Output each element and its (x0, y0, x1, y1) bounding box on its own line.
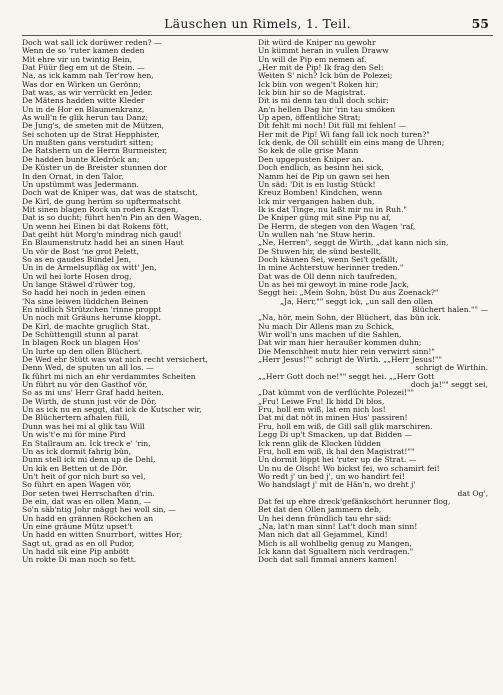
text-line: Ik führt mi nich an ehr verdammtes Scheiten (22, 372, 196, 381)
text-line: „Na, hör, mein Sohn, der Blüchert, das bün ick. (258, 314, 441, 323)
text-line: Wenn de so 'ruter kamen deden (22, 47, 145, 56)
text-line: Un führt nu vör den Gasthof vör, (22, 381, 148, 390)
running-header (22, 14, 493, 34)
text-line: Un lange Stäwel d'rüwer tog, (22, 280, 136, 289)
text-line: Ick denk, de Oll schüllt ein eins mang de Uhren; (258, 139, 445, 148)
text-line: De Blüchertern afhalen füll, (22, 414, 130, 423)
text-line: Mit sinen blagen Rock un roden Kragen, (22, 205, 179, 214)
text-line: Un hei denn fründlich tau ehr säd: (258, 514, 392, 523)
text-line: Dat geiht hüt Morg'n mindrag nich gaud! (22, 230, 182, 239)
text-line: Dat was de Oll denn nich taufreden, (258, 272, 398, 281)
text-line: Dit is mi denn tau dull doch schir: (258, 97, 389, 106)
text-line: Un wenn hei Einen bi dat Rokens fött, (22, 222, 169, 231)
text-line: En Stallraum an. Ick treck e' 'rin, (22, 439, 151, 448)
text-line: So'n säb'ntig Johr mäggt hei woll sin, — (22, 506, 176, 515)
text-line: Ick bün von wegen't Roken hir; (258, 80, 379, 89)
text-line: Dunn stell ick mi denn up de Dehl, (22, 456, 156, 465)
text-line: Doch dat sall fimmal anners kamen! (258, 556, 398, 565)
text-line: Dat fei up ehre dreck'gefänkschört herunner flog, (258, 497, 451, 506)
text-line: Wir woll'n uns machen uf die Sahlen, (258, 331, 402, 340)
text-line: De Kirl, de machte gruglich Stat. (22, 322, 150, 331)
text-line: Dunn was hei mi al glik tau Will (22, 422, 145, 431)
text-line: Dat wir man hier heraußer kommen duhn; (258, 339, 422, 348)
text-line: Doch wat de Kniper was, dat was de statscht, (22, 189, 198, 198)
header-title: Läuschen un Rimels, 1. Teil. (164, 16, 351, 31)
text-line: Ick kann dat Sgualtern nich verdragen." (258, 547, 414, 556)
text-line: De Ratshern un de Herrn Burmeister, (22, 147, 168, 156)
text-line: Fru, holl em wiß, de Gill sall glik marschiren. (258, 422, 433, 431)
text-line: In mine Achterstuw herinner treden." (258, 264, 404, 273)
text-line: Legg Di up't Smacken, up dat Bidden — (258, 431, 413, 440)
text-line: Un eine gräune Mütz upset't (22, 522, 133, 531)
text-line: doch ja!"" seggt sei, (410, 381, 488, 390)
text-line: Ick renn glik de Klocken lüdden (258, 439, 381, 448)
text-line: Doch käunen Sei, wenn Sei't gefällt, (258, 255, 398, 264)
text-line: Fru, holl em wiß, lat em nich los! (258, 406, 386, 415)
text-line: Bet dat den Ollen jammern deb, (258, 506, 382, 515)
text-line: „Dat kümmt von de verflüchte Polezei!"" (258, 389, 415, 398)
text-line: Un hadd en grännen Röckchen an (22, 514, 154, 523)
text-line: Un noch mit Gräuns herume kloppt. (22, 314, 161, 323)
text-line: Dit würd de Kniper nu gewohr (258, 39, 376, 47)
text-line: Un in de Hor en Blaumenkranz, (22, 105, 145, 114)
text-line: „„Herr Gott doch ne!"" seggt hei. „„Herr Gott (258, 372, 435, 381)
text-line: En Blaumenstrutz hadd hei an sinen Haut (22, 239, 184, 248)
text-line: Kreuz Bomben! Kindchen, wenn (258, 189, 383, 198)
text-line: 'Na sine leiwen lüddchen Beinen (22, 297, 149, 306)
text-line: Dat was, as wir verrückt en Jeder. (22, 89, 153, 98)
text-line: „Herr Jesus!"" schrigt de Wirth. „„Herr Jesus!"" (258, 356, 443, 365)
text-line: Denn Wed, de sputen un all los. — (22, 364, 154, 373)
text-line: En nüdlich Strützchen 'rinne proppt (22, 306, 162, 314)
text-line: Un nu de Olsch! Wo bickst fei, wo schamirt fei! (258, 464, 440, 473)
text-line: Un will de Pip em nemen af. (258, 55, 367, 64)
text-line: Ik is dat Tinge, nu laßt mir nu in Ruh." (258, 205, 407, 214)
text-line: schrigt de Wirthin. (415, 364, 488, 373)
text-line: „Her mit de Pip! Ik frag den Sel: (258, 64, 384, 73)
text-line: Na, as ick kamm nah Ter'row hen, (22, 72, 154, 81)
text-line: Un wullen nah 'ne Stuw herin. (258, 230, 376, 239)
left-column (22, 39, 252, 565)
text-line: Ick mir vergangen haben duh, (258, 197, 375, 206)
text-line: De hadden bunte Kledröck an; (22, 155, 140, 164)
text-line: Un wil hei lorte Hosen drog, (22, 272, 132, 281)
text-line: So as mi uns' Herr Graf hadd heiten. (22, 389, 164, 398)
text-line: Dat Füür fleg em ut de Stein. — (22, 64, 145, 73)
text-line: „Na, lat'n man sinn! Lat't doch man sinn! (258, 522, 418, 531)
text-line: Wo redt j' un bed j', un wo handirt fei! (258, 472, 405, 481)
text-line: „Ja, Herr,"" seggt ick, „un sall den ollen (280, 297, 433, 306)
text-line: Weiten S' nich? Ick bün de Polezei; (258, 72, 393, 81)
text-line: Namm hei de Pip un gawn sei hen (258, 172, 390, 181)
text-line: So hadd hei noch in jeden einen (22, 289, 146, 298)
text-line: Doch endlich, as besinn hei sick, (258, 164, 384, 173)
text-line: Un upstümmt was Jedermann. (22, 180, 139, 189)
text-line: Her mit de Pip! Wi fang fall ick noch turen?" (258, 130, 430, 139)
text-line: dat Og', (457, 489, 488, 498)
text-line: De Wed ehr Stütt was wat nich recht versichert, (22, 356, 208, 365)
text-line: Dit fehlt mi noch! Dit füll mi fehlen! — (258, 122, 407, 131)
text-line: Un in de Armelsupfläg ox witt' Jen, (22, 264, 157, 273)
text-line: Un mußten gans verstudirt sitten; (22, 139, 154, 148)
text-line: In den Ornat, in den Talor, (22, 172, 124, 181)
text-line: De Schüttengill stunn al parat (22, 331, 139, 340)
text-line: Die Menschheit mutz hier rein verwirrt sinn!" (258, 347, 435, 356)
text-line: De Jung's, de smeten mit de Mützen, (22, 122, 165, 131)
text-line: Un as ick dormit fahrig bün, (22, 447, 132, 456)
text-line: De Küster un de Breister stunnen dor (22, 164, 167, 173)
text-line: Dat is so ducht; führt hen'n Pin an den Wagen. (22, 214, 202, 223)
text-line: Fru, holl em wiß, ik hal den Magistrat!"" (258, 447, 415, 456)
header-rule (22, 35, 493, 36)
text-line: De Wirth, de stunn just vör de Dör, (22, 397, 157, 406)
text-line: De Mätens hadden witte Kleder (22, 97, 145, 106)
text-line: Un vör de Bost 'ne grot Pelett, (22, 247, 140, 256)
text-line: So kek de olle grise Mann (258, 147, 359, 156)
text-line: Doch wat sall ick dorüwer reden? — (22, 39, 162, 47)
text-line: Un't heit of gor nich burt so vel, (22, 472, 146, 481)
text-line: Un kik en Betten ut de Dör. (22, 464, 128, 473)
right-column (258, 39, 488, 565)
text-line: Un kümmt heran in vullen Draww (258, 47, 389, 56)
text-line: De Kniper güng mit sine Pip nu af, (258, 214, 392, 223)
text-line: De ein, dat was en ollen Mann, — (22, 497, 152, 506)
text-line: In blagen Rock un blagen Hos' (22, 339, 141, 348)
text-line: As wull'n fe glik herun tau Danz; (22, 114, 149, 123)
text-line: Sagt ut, grad as en oll Pudor, (22, 539, 135, 548)
text-line: Un säd: 'Dit is en lustig Stück! (258, 180, 376, 189)
text-line: „Fru! Leiwe Fru! Ik bidd Di blos, (258, 397, 385, 406)
text-line: Blüchert halen."" — (411, 306, 488, 314)
text-line: Un as hei mi gewoyt in mine rode Jack, (258, 280, 409, 289)
text-line: Dor seten twei Herrschaften d'rin. (22, 489, 155, 498)
text-line: Wo handslagt j' mit de Hän'n, wo dreht j' (258, 481, 416, 490)
text-line: De Kirl, de gung herüm so upftermatscht (22, 197, 181, 206)
text-line: So führt en apen Wagen vör, (22, 481, 132, 490)
text-line: Mich is all wohlbelig genug zu Mangen, (258, 539, 412, 548)
text-line: Seggt hei: „Mein Sohn, büst Du aus Zoenack?" (258, 289, 439, 298)
text-line: Un rokte Di man noch so fett. (22, 556, 137, 565)
text-line: Man nich dat all Gejammel, Kind! (258, 531, 388, 540)
text-line: De Stuwen hir, de sünd bestellt, (258, 247, 382, 256)
text-line: Un hadd sik eine Pip anbött (22, 547, 130, 556)
text-line: Ick bün hir so de Magistrat. (258, 89, 366, 98)
text-line: Up apen, öffentliche Strat; (258, 114, 361, 123)
text-line: De Herrn, de stegen von den Wagen 'raf, (258, 222, 416, 231)
text-line: So as en gaudes Bündel Jen, (22, 255, 132, 264)
text-line: Mit ehre vir un twintig Bein, (22, 55, 132, 64)
text-line: Den upgepusten Kniper an. (258, 155, 364, 164)
text-line: Un dormit löppt hei 'ruter up de Strat. — (258, 456, 417, 465)
text-line: Sei schoten up de Strat Hepphister, (22, 130, 160, 139)
text-line: Nu mach Dir Allens man zu Schick, (258, 322, 395, 331)
text-line: Dat mi dat nöt in minen Hus' passiren! (258, 414, 408, 423)
text-line: Was dor en Wirken un Gerönn; (22, 80, 141, 89)
text-line: Un lurte up den ollen Blüchert. (22, 347, 143, 356)
text-line: An'n hellen Dag hir 'rin tau smöken (258, 105, 396, 114)
text-line: „Ne, Herren", seggt de Wirth, „dat kann nich sin, (258, 239, 449, 248)
text-line: Un wis't'e mi för mine Pird (22, 431, 126, 440)
page-number: 55 (471, 16, 489, 31)
text-columns (22, 39, 493, 565)
text-line: Un hadd en witten Snurrbort, wittes Hor; (22, 531, 183, 540)
text-line: Un as ick nu en seggt, dat ick de Kutscher wir, (22, 406, 202, 415)
